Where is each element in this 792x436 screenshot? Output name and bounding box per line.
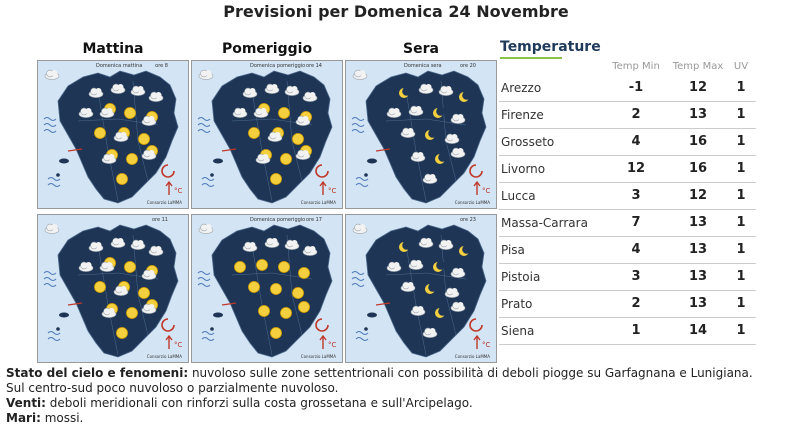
sun-icon (271, 174, 282, 185)
sun-icon (125, 262, 136, 273)
cloud-icon (131, 240, 145, 250)
temp-max: 13 (688, 296, 708, 311)
uv-index: 1 (736, 269, 746, 284)
tuscany-map (38, 61, 189, 209)
sun-icon (279, 262, 290, 273)
city-name: Firenze (501, 108, 544, 122)
temp-max: 13 (688, 269, 708, 284)
sky-label: Stato del cielo e fenomeni: (6, 366, 189, 380)
cloud-icon (265, 84, 279, 94)
sun-icon (279, 108, 290, 119)
map-time: ore 11 (151, 217, 168, 223)
sun-icon (249, 282, 260, 293)
cloud-icon (243, 242, 257, 252)
table-row (499, 264, 756, 291)
cloud-icon (451, 148, 465, 158)
cloud-icon (131, 86, 145, 96)
map-label: Domenica pomeriggio (250, 63, 306, 69)
cloud-icon (411, 152, 425, 162)
cloud-icon (409, 260, 423, 270)
cloud-icon (296, 150, 310, 160)
cloud-icon (111, 84, 125, 94)
header-temp-min: Temp Min (612, 61, 660, 72)
temp-unit-label: °C (328, 341, 337, 349)
temperature-title: Temperature (500, 39, 601, 55)
cloud-icon (79, 262, 93, 272)
cloud-icon (303, 246, 317, 256)
cloud-icon (268, 132, 282, 142)
cloud-icon (409, 106, 423, 116)
uv-index: 1 (736, 323, 746, 338)
sun-icon (139, 288, 150, 299)
uv-index: 1 (736, 80, 746, 95)
weather-map[interactable] (345, 60, 497, 209)
table-row (499, 156, 756, 183)
temp-unit-label: °C (482, 187, 491, 195)
cloud-icon (102, 308, 116, 318)
cloud-icon (451, 302, 465, 312)
cloud-icon (401, 282, 415, 292)
weather-map[interactable] (191, 60, 343, 209)
cloud-icon (353, 70, 367, 80)
map-credit: Consorzio LaMMA (146, 200, 182, 205)
cloud-icon (285, 240, 299, 250)
temp-max: 14 (688, 323, 708, 338)
uv-index: 1 (736, 215, 746, 230)
sun-icon (299, 302, 310, 313)
sky-text: nuvoloso sulle zone settentrionali con possibilità di deboli piogge su Garfagnana e Lunigiana. Sul centro-sud poco nuvoloso o parzialmente nuvoloso. (6, 366, 753, 395)
map-credit: Consorzio LaMMA (454, 354, 490, 359)
cloud-icon (100, 108, 114, 118)
island (56, 173, 60, 177)
sun-icon (117, 328, 128, 339)
forecast-bulletin (6, 366, 766, 426)
sun-icon (271, 284, 282, 295)
cloud-icon (114, 132, 128, 142)
cloud-icon (401, 128, 415, 138)
weather-map[interactable] (37, 60, 189, 209)
table-row (499, 291, 756, 318)
sea-text: mossi. (40, 411, 84, 425)
table-row (499, 102, 756, 129)
city-name: Pistoia (501, 270, 541, 284)
temp-min: 3 (631, 188, 641, 203)
page-title: Previsioni per Domenica 24 Novembre (223, 2, 569, 21)
temp-min: 7 (631, 215, 641, 230)
temp-min: 12 (626, 161, 646, 176)
island (210, 327, 214, 331)
table-row (499, 210, 756, 237)
uv-index: 1 (736, 134, 746, 149)
elba-island (367, 159, 377, 164)
elba-island (59, 313, 69, 318)
island (56, 327, 60, 331)
map-credit: Consorzio LaMMA (300, 200, 336, 205)
uv-index: 1 (736, 296, 746, 311)
cloud-icon (142, 304, 156, 314)
tuscany-map (192, 215, 343, 363)
weather-map[interactable] (345, 214, 497, 363)
table-row (499, 237, 756, 264)
city-name: Grosseto (501, 135, 555, 149)
cloud-icon (445, 288, 459, 298)
island (364, 173, 368, 177)
sun-icon (299, 268, 310, 279)
cloud-icon (387, 262, 401, 272)
sun-icon (293, 134, 304, 145)
map-time: ore 8 (155, 63, 168, 69)
map-time: ore 20 (459, 63, 476, 69)
temp-min: 1 (631, 323, 641, 338)
wind-label: Venti: (6, 396, 46, 410)
cloud-icon (439, 86, 453, 96)
cloud-icon (285, 86, 299, 96)
cloud-icon (423, 174, 437, 184)
cloud-icon (411, 306, 425, 316)
city-name: Livorno (501, 162, 546, 176)
sun-icon (235, 262, 246, 273)
cloud-icon (451, 268, 465, 278)
title-underline (500, 57, 562, 59)
map-label: Domenica sera (404, 63, 442, 69)
cloud-icon (445, 134, 459, 144)
cloud-icon (45, 70, 59, 80)
map-time: ore 17 (305, 217, 322, 223)
sun-icon (271, 328, 282, 339)
cloud-icon (142, 116, 156, 126)
temp-min: 2 (631, 296, 641, 311)
cloud-icon (451, 114, 465, 124)
cloud-icon (419, 238, 433, 248)
sun-icon (117, 174, 128, 185)
temp-max: 13 (688, 215, 708, 230)
map-time: ore 23 (459, 217, 476, 223)
temp-max: 12 (688, 80, 708, 95)
map-credit: Consorzio LaMMA (300, 354, 336, 359)
cloud-icon (387, 108, 401, 118)
cloud-icon (233, 108, 247, 118)
tuscany-map (346, 215, 497, 363)
sun-icon (259, 306, 270, 317)
cloud-icon (142, 270, 156, 280)
cloud-icon (423, 328, 437, 338)
cloud-icon (303, 92, 317, 102)
map-label: Domenica mattina (96, 63, 143, 69)
wind-text: deboli meridionali con rinforzi sulla costa grossetana e sull'Arcipelago. (45, 396, 473, 410)
map-credit: Consorzio LaMMA (146, 354, 182, 359)
island (364, 327, 368, 331)
cloud-icon (199, 224, 213, 234)
temp-unit-label: °C (174, 187, 183, 195)
map-time: ore 14 (305, 63, 322, 69)
map-label: Domenica pomeriggio (250, 217, 306, 223)
table-row (499, 318, 756, 345)
sun-icon (281, 154, 292, 165)
sea-label: Mari: (6, 411, 41, 425)
weather-map[interactable] (191, 214, 343, 363)
column-header-mattina: Mattina (82, 41, 144, 57)
temp-min: 4 (631, 134, 641, 149)
temp-unit-label: °C (328, 187, 337, 195)
city-name: Lucca (501, 189, 536, 203)
sun-icon (95, 282, 106, 293)
cloud-icon (79, 108, 93, 118)
temp-min: 3 (631, 269, 641, 284)
cloud-icon (142, 150, 156, 160)
tuscany-map (346, 61, 497, 209)
city-name: Prato (501, 297, 533, 311)
table-row (499, 129, 756, 156)
tuscany-map (38, 215, 189, 363)
header-uv: UV (733, 61, 749, 72)
sun-icon (127, 308, 138, 319)
temp-max: 16 (688, 161, 708, 176)
cloud-icon (419, 84, 433, 94)
column-header-sera: Sera (403, 41, 439, 57)
cloud-icon (89, 242, 103, 252)
cloud-icon (149, 92, 163, 102)
cloud-icon (89, 88, 103, 98)
cloud-icon (254, 108, 268, 118)
temp-max: 16 (688, 134, 708, 149)
temp-min: 4 (631, 242, 641, 257)
cloud-icon (265, 238, 279, 248)
weather-map[interactable] (37, 214, 189, 363)
city-name: Pisa (501, 243, 525, 257)
tuscany-map (192, 61, 343, 209)
cloud-icon (100, 262, 114, 272)
elba-island (213, 159, 223, 164)
table-row (499, 183, 756, 210)
city-name: Massa-Carrara (501, 216, 588, 230)
header-temp-max: Temp Max (672, 61, 724, 72)
temp-min: 2 (631, 107, 641, 122)
cloud-icon (114, 286, 128, 296)
cloud-icon (149, 246, 163, 256)
sun-icon (125, 108, 136, 119)
temp-unit-label: °C (482, 341, 491, 349)
uv-index: 1 (736, 242, 746, 257)
temp-unit-label: °C (174, 341, 183, 349)
cloud-icon (439, 240, 453, 250)
cloud-icon (199, 70, 213, 80)
cloud-icon (102, 154, 116, 164)
uv-index: 1 (736, 107, 746, 122)
sun-icon (249, 128, 260, 139)
table-row (499, 75, 756, 102)
cloud-icon (243, 88, 257, 98)
elba-island (367, 313, 377, 318)
uv-index: 1 (736, 161, 746, 176)
cloud-icon (45, 224, 59, 234)
sun-icon (257, 260, 268, 271)
sun-icon (127, 154, 138, 165)
sun-icon (95, 128, 106, 139)
temp-max: 13 (688, 107, 708, 122)
column-header-pomeriggio: Pomeriggio (221, 41, 313, 57)
row-divider (499, 344, 756, 345)
map-credit: Consorzio LaMMA (454, 200, 490, 205)
sun-icon (281, 308, 292, 319)
cloud-icon (256, 154, 270, 164)
cloud-icon (353, 224, 367, 234)
cloud-icon (111, 238, 125, 248)
city-name: Arezzo (501, 81, 542, 95)
temp-max: 13 (688, 242, 708, 257)
city-name: Siena (501, 324, 535, 338)
island (210, 173, 214, 177)
temp-max: 12 (688, 188, 708, 203)
elba-island (213, 313, 223, 318)
sun-icon (293, 288, 304, 299)
sun-icon (139, 134, 150, 145)
temp-min: -1 (628, 80, 644, 95)
cloud-icon (296, 116, 310, 126)
elba-island (59, 159, 69, 164)
uv-index: 1 (736, 188, 746, 203)
